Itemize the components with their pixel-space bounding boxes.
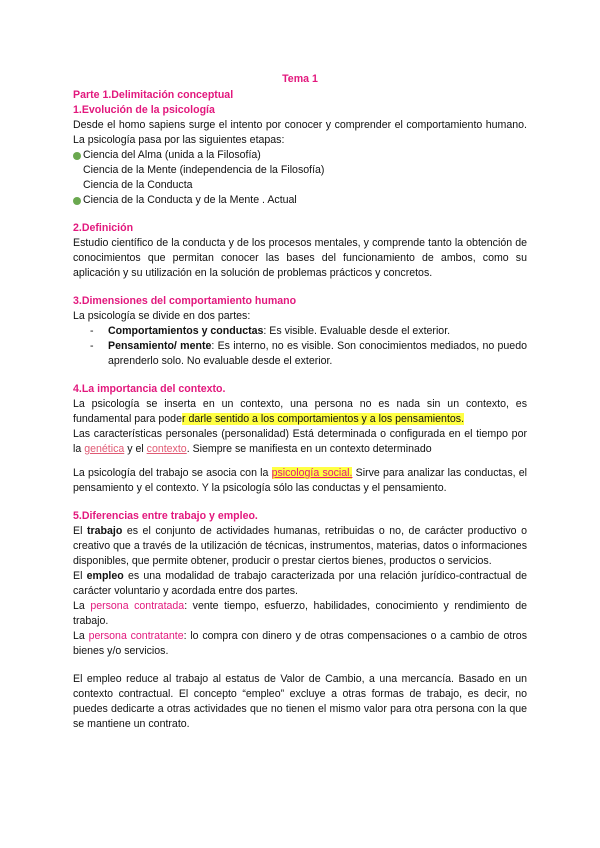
section-1-intro: Desde el homo sapiens surge el intento por conocer y comprender el comportamiento humano. La psicología pasa por las siguientes etapas: xyxy=(73,119,527,146)
section-4-paragraph-3: La psicología del trabajo se asocia con la psicología social. Sirve para analizar las conductas, el pensamiento y el contexto. Y la psicología sólo las conductas y el pensamiento. xyxy=(73,467,527,494)
section-3-heading: 3.Dimensiones del comportamiento humano xyxy=(73,295,297,307)
genetica-link[interactable]: genética xyxy=(84,443,125,455)
dimension-item: - Comportamientos y conductas: Es visible. Evaluable desde el exterior. xyxy=(90,325,451,337)
part-heading: Parte 1.Delimitación conceptual xyxy=(73,89,234,101)
stage-item: Ciencia de la Conducta y de la Mente . Actual xyxy=(73,193,527,208)
stage-item: Ciencia de la Mente (independencia de la Filosofía) xyxy=(83,164,325,176)
green-bullet-icon xyxy=(73,152,81,160)
document-page xyxy=(73,72,527,732)
contratante-paragraph: La persona contratante: lo compra con dinero y de otras compensaciones o a cambio de otros bienes y/o servicios. xyxy=(73,630,528,657)
section-4-paragraph-1: La psicología se inserta en un contexto, una persona no es nada sin un contexto, es fundamental para poder darle sentido a los comportamientos y a los pensamientos. xyxy=(73,398,527,425)
document-title: Tema 1 xyxy=(282,73,318,85)
section-1-heading: 1.Evolución de la psicología xyxy=(73,104,215,116)
empleo-conclusion-paragraph: El empleo reduce al trabajo al estatus de Valor de Cambio, a una mercancía. Basado en un contexto contractual. El concepto “empleo” excluye a otras formas de trabajo, es decir, no puedes dedicarte a otras actividades que no tienen el mismo valor para otra persona con la que se mantiene un contrato. xyxy=(73,673,527,730)
dimension-item: - Pensamiento/ mente: Es interno, no es visible. Son conocimientos mediados, no puedo aprenderlo solo. No evaluable desde el exterior. xyxy=(90,340,527,367)
trabajo-paragraph: El trabajo es el conjunto de actividades humanas, retribuidas o no, de carácter productivo o creativo que a través de la utilización de técnicas, instrumentos, materias, datos o informaciones disponibles, que permite obtener, producir o prestar ciertos bienes, productos o servicios. xyxy=(73,525,527,567)
section-2-text: Estudio científico de la conducta y de los procesos mentales, y comprende tanto la obtención de conocimientos que permitan conocer las bases del funcionamiento de ambos, como su aplicación y su utilización en la solución de problemas prácticos y concretos. xyxy=(73,237,527,279)
empleo-paragraph: El empleo es una modalidad de trabajo caracterizada por una relación jurídico-contractual de carácter voluntario y acordada entre dos partes. xyxy=(73,570,527,597)
green-bullet-icon xyxy=(73,197,81,205)
contratada-paragraph: La persona contratada: vente tiempo, esfuerzo, habilidades, conocimiento y rendimiento de trabajo. xyxy=(73,600,527,627)
section-3-intro: La psicología se divide en dos partes: xyxy=(73,310,251,322)
contexto-link[interactable]: contexto xyxy=(146,443,187,455)
psicologia-social-link[interactable]: psicología social. xyxy=(271,467,353,479)
section-2-heading: 2.Definición xyxy=(73,222,134,234)
stage-item: Ciencia del Alma (unida a la Filosofía) xyxy=(73,148,527,163)
section-4-heading: 4.La importancia del contexto. xyxy=(73,383,226,395)
section-4-paragraph-2: Las características personales (personalidad) Está determinada o configurada en el tiempo por la genética y el contexto. Siempre se manifiesta en un contexto determinado xyxy=(73,428,527,455)
stage-item: Ciencia de la Conducta xyxy=(83,179,193,191)
section-5-heading: 5.Diferencias entre trabajo y empleo. xyxy=(73,510,258,522)
